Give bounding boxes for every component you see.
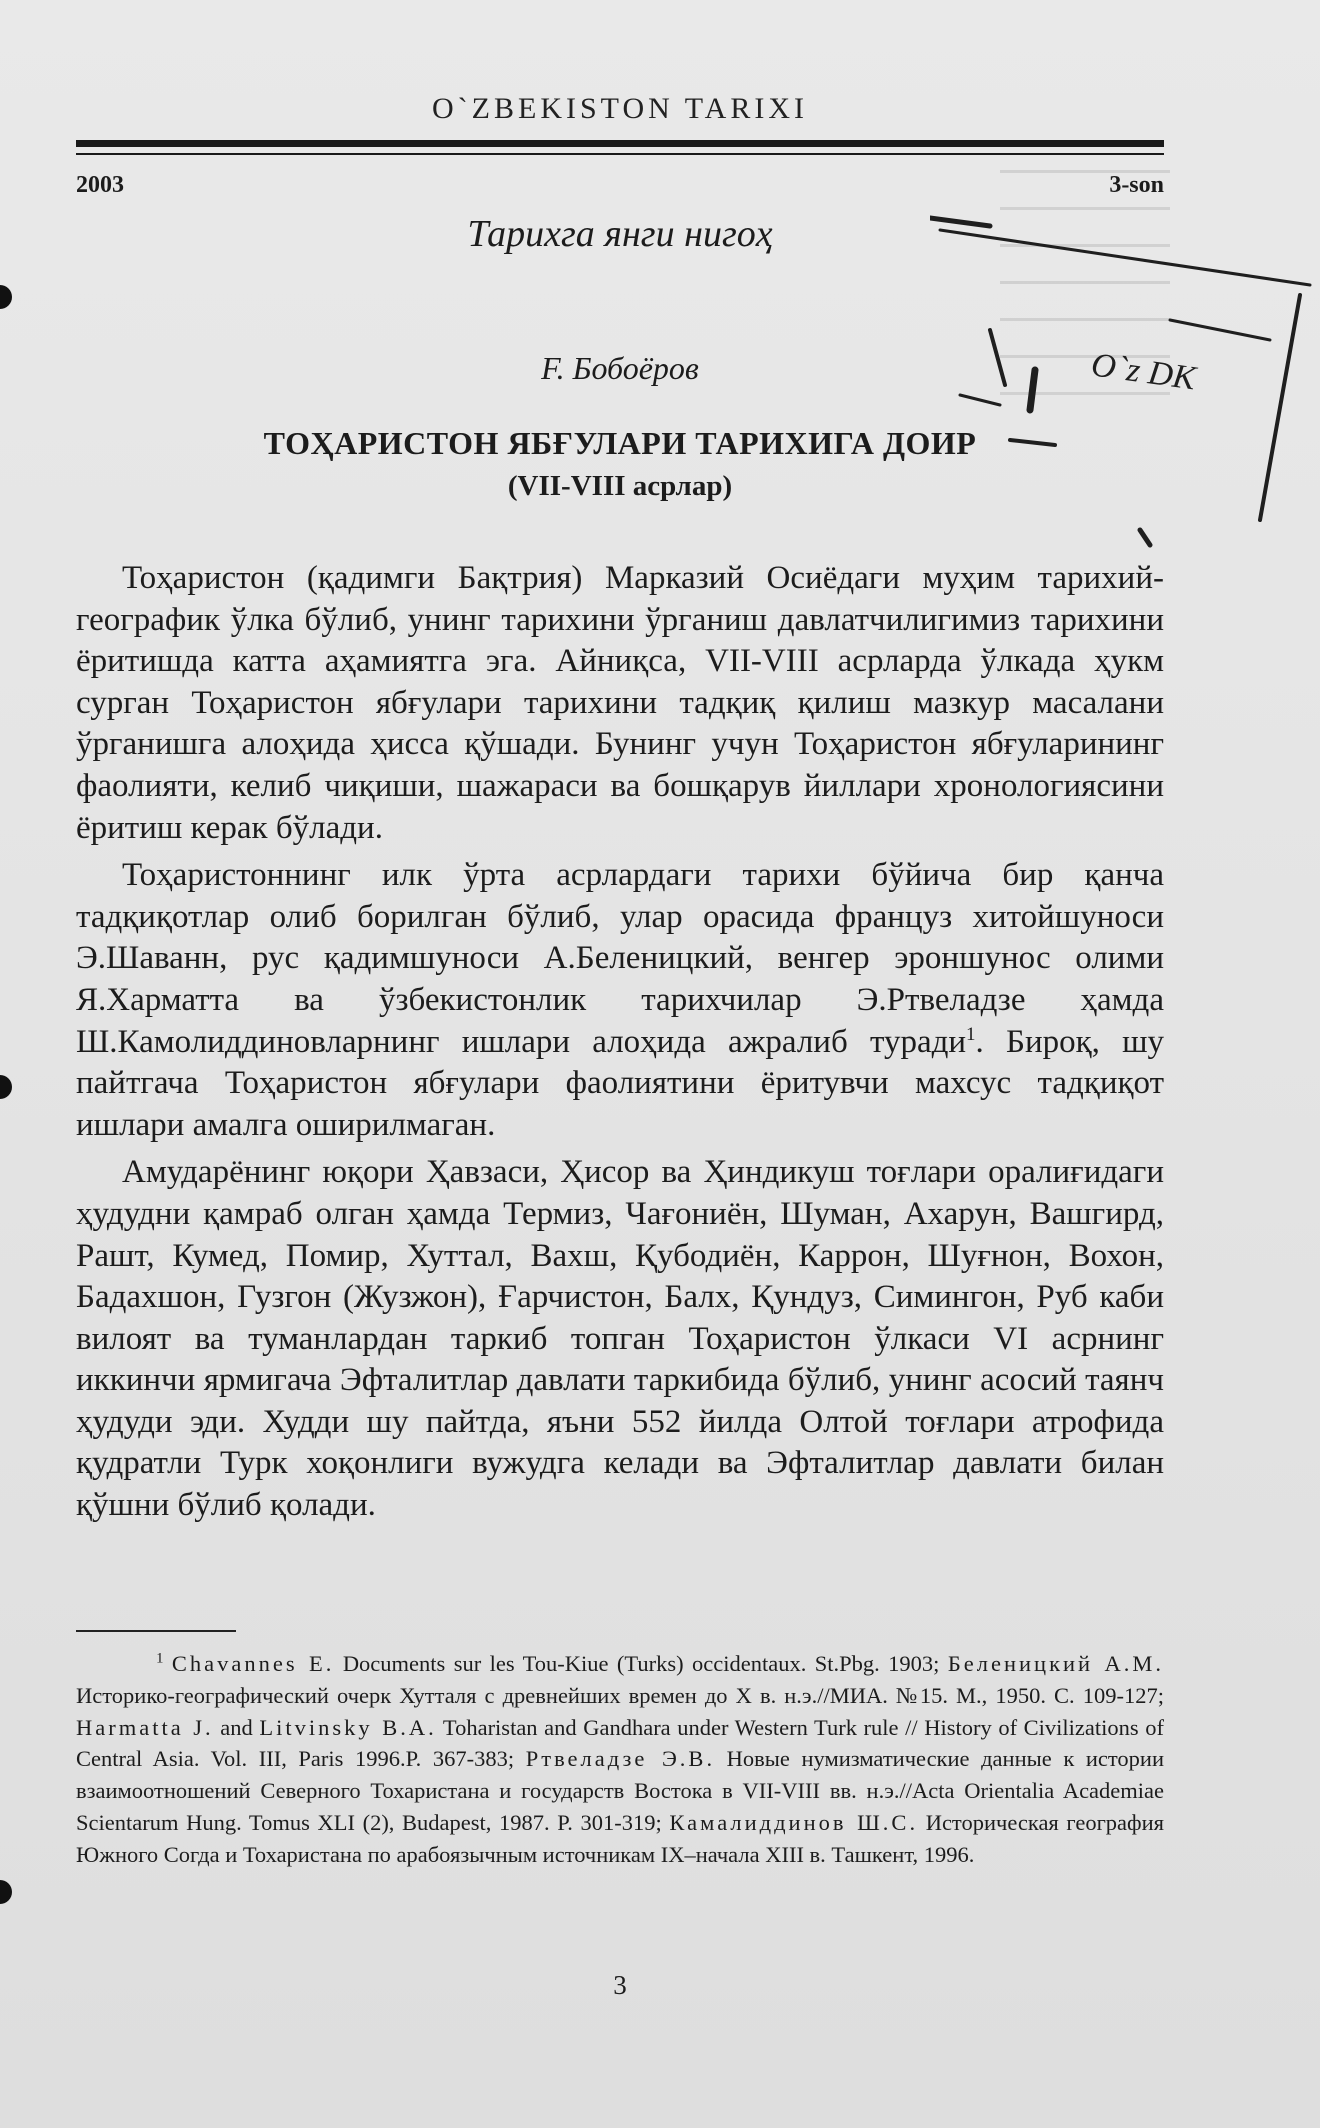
library-stamp [930, 200, 1320, 560]
footnote [76, 1648, 1164, 1871]
header-rule-thin [76, 153, 1164, 155]
paragraph-1: Тоҳаристон (қадимги Бақтрия) Марказий Осиёдаги муҳим тарихий-географик ўлка бўлиб, унинг тарихини ўрганиш давлатчилигимиз тарихини ёритишда катта аҳамиятга эга. Айниқса, VII-VIII асрларда ўлкада ҳукм сурган Тоҳаристон ябғулари тарихини тадқиқ қилиш мазкур масалани ўрганишга алоҳида ҳисса қўшади. Бунинг учун Тоҳаристон ябғуларининг фаолияти, келиб чиқиши, шажараси ва бошқарув йиллари хронологиясини ёритиш керак бўлади. [76, 560, 1164, 846]
footnote-number: 1 [156, 1650, 164, 1667]
stamp-stroke [1170, 320, 1270, 340]
stamp-line-right [1260, 295, 1300, 520]
journal-issue: 3-son [1109, 172, 1164, 198]
article-author: F. Бобоёров [541, 350, 699, 386]
page-number: 3 [613, 1970, 627, 2000]
binding-hole [0, 1075, 12, 1099]
footnote-author: Камалиддинов Ш.С. [669, 1809, 919, 1835]
footnote-text: Новые нумизматические данные к истории взаимоотношений Северного Тохаристана и государств Востока в VII-VIII вв. н.э.//Acta Orientalia Academiae Scientarum Hung. Tomus XLI (2), Budapest, 1987. P. 301-319; [76, 1746, 1165, 1835]
journal-year: 2003 [76, 172, 124, 198]
stamp-stroke [1030, 370, 1035, 410]
binding-hole [0, 285, 12, 309]
stamp-stroke [960, 395, 1000, 405]
paragraph-2-part-b: . Бироқ, шу пайтгача Тоҳаристон ябғулари фаолиятини ёритувчи махсус тадқиқот ишлари амалга оширилмаган. [76, 1023, 1164, 1143]
paragraph-3: Амударёнинг юқори Ҳавзаси, Ҳисор ва Ҳиндикуш тоғлари оралиғидаги ҳудудни қамраб олган ҳамда Термиз, Чағониён, Шуман, Ахарун, Вашгирд, Рашт, Кумед, Помир, Хуттал, Вахш, Қубодиён, Каррон, Шуғнон, Вохон, Бадахшон, Гузгон (Жузжон), Ғарчистон, Балх, Қундуз, Симингон, Руб каби вилоят ва туманлардан таркиб топган Тоҳаристон ўлкаси VI асрнинг иккинчи ярмигача Эфталитлар давлати таркибида бўлиб, унинг асосий таянч ҳудуди эди. Худди шу пайтда, яъни 552 йилда Олтой тоғлари атрофида қудратли Турк хоқонлиги вужудга келади ва Эфталитлар давлати билан қўшни бўлиб қолади. [76, 1154, 1164, 1524]
stamp-stroke [930, 218, 990, 226]
article-body [76, 558, 1164, 1533]
article-subtitle: (VII-VIII асрлар) [507, 470, 733, 502]
footnote-text: Историческая география Южного Согда и Тохаристана по арабоязычным источникам IX–начала XIII в. Ташкент, 1996. [76, 1809, 1165, 1867]
stamp-line-top [940, 230, 1310, 285]
stamp-stroke [990, 330, 1005, 385]
footnote-text: and [213, 1714, 260, 1740]
journal-title: O`ZBEKISTON TARIXI [432, 92, 808, 125]
footnote-author: Litvinsky B.A. [259, 1714, 437, 1740]
stamp-stroke [1010, 440, 1055, 445]
footnote-author: Chavannes E. [171, 1651, 335, 1676]
rubric-heading: Тарихга янги нигоҳ [467, 213, 773, 255]
footnote-text: Documents sur les Tou-Kiue (Turks) occidentaux. St.Pbg. 1903; [334, 1651, 948, 1676]
paragraph-2 [76, 855, 1164, 1146]
footnote-author: Беленицкий А.М. [947, 1651, 1164, 1676]
stamp-stroke [1140, 530, 1150, 545]
stamp-text: O`z DK [1088, 346, 1198, 398]
footnote-text: Историко-географический очерк Хутталя с древнейших времен до X в. н.э.//МИА. №15. М., 1950. С. 109-127; [76, 1682, 1164, 1708]
binding-hole [0, 1880, 12, 1904]
footnote-ref: 1 [966, 1023, 976, 1045]
footnote-rule [76, 1630, 236, 1632]
header-rule-thick [76, 140, 1164, 147]
footnote-text: Toharistan and Gandhara under Western Turk rule // History of Civilizations of Central Asia. Vol. III, Paris 1996.P. 367-383; [76, 1714, 1164, 1772]
footnote-author: Ртвеладзе Э.В. [525, 1746, 716, 1772]
paragraph-2-part-a: Тоҳаристоннинг илк ўрта асрлардаги тарихи бўйича бир қанча тадқиқотлар олиб борилган бўлиб, улар орасида француз хитойшуноси Э.Шаванн, рус қадимшуноси А.Беленицкий, венгер эроншунос олими Я.Харматта ва ўзбекистонлик тарихчилар Э.Ртвеладзе ҳамда Ш.Камолиддиновларнинг ишлари алоҳида ажралиб туради [76, 857, 1164, 1060]
article-title: ТОҲАРИСТОН ЯБҒУЛАРИ ТАРИХИГА ДОИР [263, 425, 977, 461]
footnote-author: Harmatta J. [76, 1714, 214, 1740]
